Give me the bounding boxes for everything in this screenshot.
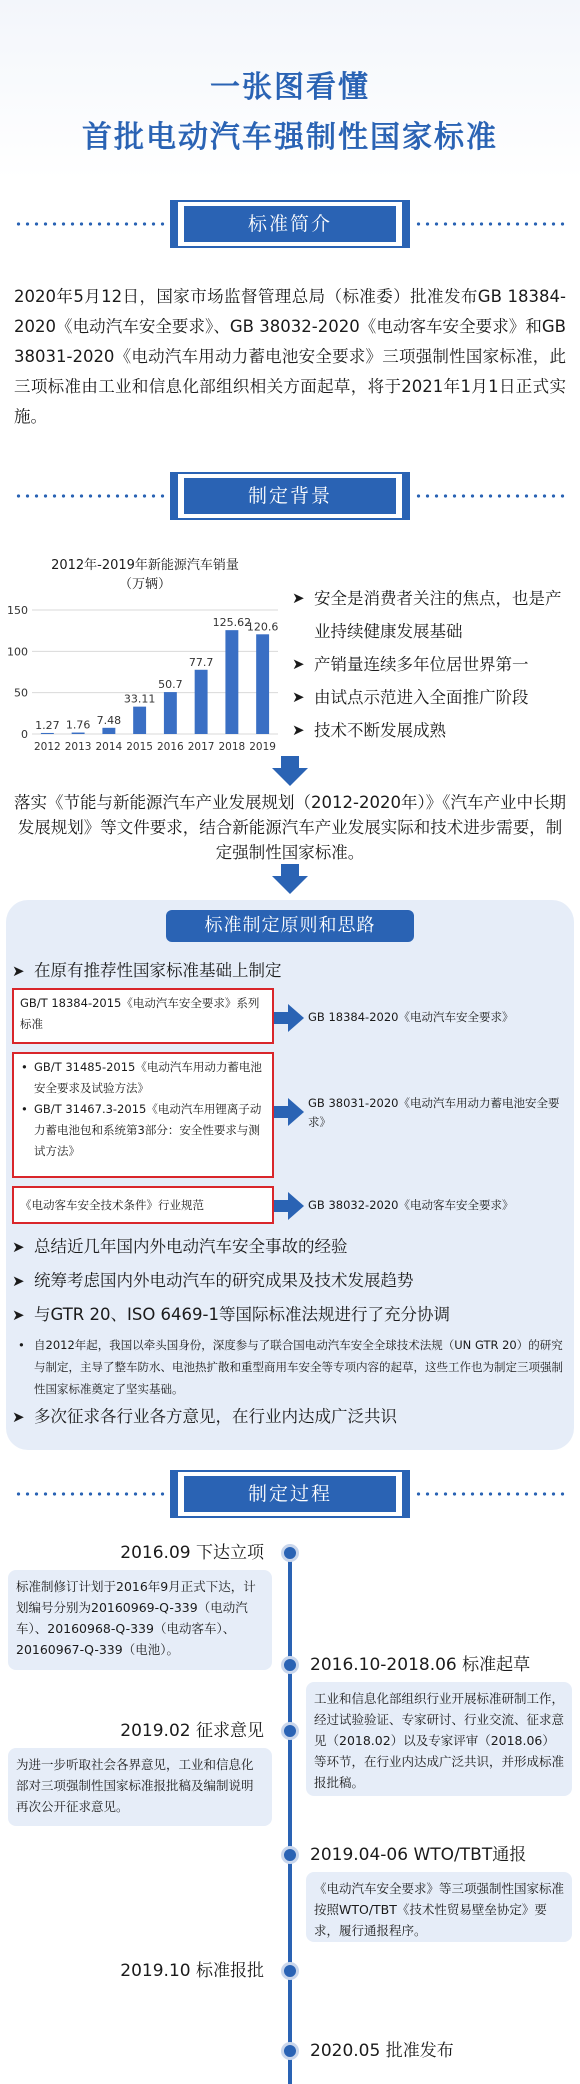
arrow-bullet-icon: ➤ [12, 1306, 25, 1324]
implement-paragraph: 落实《节能与新能源汽车产业发展规划（2012-2020年）》《汽车产业中长期发展规划》等文件要求，结合新能源汽车产业发展实际和技术进步需要，制定强制性国家标准。 [14, 793, 566, 862]
principle-item [12, 958, 568, 984]
section-header-process [0, 1466, 580, 1522]
chart-xtick-label: 2015 [126, 741, 153, 753]
principle-item [12, 1234, 568, 1260]
principle-text: 与GTR 20、ISO 6469-1等国际标准法规进行了充分协调 [34, 1305, 450, 1324]
intro-paragraph: 2020年5月12日，国家市场监督管理总局（标准委）批准发布GB 18384-2020《电动汽车安全要求》、GB 38032-2020《电动客车安全要求》和GB 38031-2020《电动汽车用动力蓄电池安全要求》三项强制性国家标准，此三项标准由工业和信息化部组织相关方面起草，将于2021年1月1日正式实施。 [14, 287, 566, 426]
bullet-item [292, 582, 576, 648]
principle-item [12, 1268, 568, 1294]
chart-data-label: 120.6 [246, 620, 279, 634]
chart-data-label: 77.7 [188, 655, 214, 669]
timeline-label: 2016.10-2018.06 标准起草 [310, 1655, 531, 1675]
chart-data-label: 1.27 [35, 718, 60, 732]
chart-bar [72, 733, 85, 734]
page-title: 一张图看懂 [210, 70, 370, 105]
timeline-dot [281, 1544, 299, 1562]
bullet-item [292, 648, 576, 681]
chart-bar [133, 707, 146, 734]
section-title-background: 制定背景 [184, 478, 396, 514]
timeline-dot [281, 2042, 299, 2060]
arrow-bullet-icon: ➤ [12, 1408, 25, 1426]
timeline-detail: 为进一步听取社会各界意见，工业和信息化部对三项强制性国家标准报批稿及编制说明再次公开征求意见。 [8, 1748, 272, 1826]
timeline-detail: 工业和信息化部组织行业开展标准研制工作，经过试验验证、专家研讨、行业交流、征求意见（2018.02）以及专家评审（2018.06）等环节，在行业内达成广泛共识，并形成标准报批稿。 [306, 1682, 572, 1796]
principle-text: 在原有推荐性国家标准基础上制定 [34, 961, 282, 980]
arrow-bullet-icon: ➤ [292, 688, 305, 706]
timeline-label: 2019.02 征求意见 [120, 1721, 264, 1741]
bullet-item [292, 714, 576, 747]
timeline-detail: 《电动汽车安全要求》等三项强制性国家标准按照WTO/TBT《技术性贸易壁垒协定》要求，履行通报程序。 [306, 1872, 572, 1942]
timeline-label: 2019.10 标准报批 [120, 1961, 264, 1981]
chart-ytick-label: 0 [21, 728, 28, 741]
principle-text: 统筹考虑国内外电动汽车的研究成果及技术发展趋势 [34, 1271, 414, 1290]
principle-item [12, 1302, 568, 1328]
arrow-bullet-icon: ➤ [292, 589, 305, 607]
right-arrow-icon [274, 1004, 304, 1032]
timeline-dot [281, 1962, 299, 1980]
chart-unit: （万辆） [118, 577, 171, 592]
dotted-divider [14, 222, 166, 226]
dotted-divider [14, 1492, 166, 1496]
chart-xtick-label: 2012 [34, 741, 61, 753]
chart-bar [164, 692, 177, 734]
chart-title [6, 556, 284, 594]
chart-bar [41, 733, 54, 734]
mapping-target-text: GB 38031-2020《电动汽车用动力蓄电池安全要求》 [308, 1096, 560, 1129]
chart-data-label: 50.7 [158, 678, 183, 692]
chart-ytick-label: 150 [7, 604, 28, 617]
mapping-target-text: GB 18384-2020《电动汽车安全要求》 [308, 1010, 514, 1024]
chart-data-label: 7.48 [96, 713, 122, 727]
right-arrow-icon [274, 1098, 304, 1126]
mapping-source-text: • GB/T 31467.3-2015《电动汽车用锂离子动力蓄电池包和系统第3部分：安全性要求与测试方法》 [20, 1099, 266, 1162]
arrow-bullet-icon: ➤ [292, 655, 305, 673]
bullet-item [292, 681, 576, 714]
mapping-source-text: GB/T 18384-2015《电动汽车安全要求》系列标准 [20, 996, 260, 1031]
mapping-source-text: 《电动客车安全技术条件》行业规范 [20, 1198, 204, 1212]
sales-chart [6, 556, 284, 756]
mapping-source-text: • GB/T 31485-2015《电动汽车用动力蓄电池安全要求及试验方法》 [20, 1057, 266, 1099]
section-title-principles: 标准制定原则和思路 [166, 910, 414, 942]
timeline-dot [281, 1722, 299, 1740]
chart-xtick-label: 2016 [157, 741, 184, 753]
chart-bar [102, 728, 115, 734]
dotted-divider [414, 222, 566, 226]
arrow-bullet-icon: ➤ [12, 1272, 25, 1290]
principle-text: 总结近几年国内外电动汽车安全事故的经验 [34, 1237, 348, 1256]
chart-data-label: 33.11 [123, 692, 156, 706]
chart-ytick-label: 50 [14, 686, 28, 700]
timeline-dot [281, 1656, 299, 1674]
arrow-bullet-icon: ➤ [292, 721, 305, 739]
timeline-label: 2016.09 下达立项 [120, 1543, 264, 1563]
mapping-source-box [12, 1052, 274, 1178]
chart-xtick-label: 2013 [64, 741, 92, 753]
bullet-text: 安全是消费者关注的焦点，也是产业持续健康发展基础 [314, 589, 562, 641]
chart-data-label: 1.76 [65, 718, 91, 732]
dotted-divider [414, 1492, 566, 1496]
chart-plot [6, 596, 284, 756]
chart-ytick-label: 100 [7, 645, 28, 659]
section-header-background [0, 468, 580, 524]
timeline-label: 2020.05 批准发布 [310, 2041, 454, 2061]
right-arrow-icon [274, 1192, 304, 1220]
bullet-text: 技术不断发展成熟 [314, 721, 446, 740]
mapping-source-box [12, 988, 274, 1044]
timeline-detail: 标准制修订计划于2016年9月正式下达，计划编号分别为20160969-Q-339（电动汽车）、20160968-Q-339（电动客车）、20160967-Q-339（电池）。 [8, 1570, 272, 1670]
chart-xtick-label: 2014 [95, 741, 123, 753]
chart-bar [225, 630, 238, 734]
principle-text: 多次征求各行业各方意见，在行业内达成广泛共识 [34, 1407, 397, 1426]
down-arrow-icon [272, 756, 308, 786]
timeline-dot [281, 1846, 299, 1864]
chart-bar [256, 634, 269, 734]
page-subtitle: 首批电动汽车强制性国家标准 [82, 120, 498, 155]
timeline-line [288, 1550, 292, 2084]
section-header-intro [0, 196, 580, 252]
chart-data-label: 125.62 [212, 616, 252, 630]
timeline-label: 2019.04-06 WTO/TBT通报 [310, 1845, 527, 1865]
section-title-intro: 标准简介 [184, 206, 396, 242]
chart-title-text: 2012年-2019年新能源汽车销量 [51, 558, 239, 573]
chart-xtick-label: 2019 [249, 741, 276, 753]
chart-xtick-label: 2018 [218, 741, 246, 753]
chart-bar [195, 670, 208, 734]
principle-item [12, 1404, 568, 1430]
mapping-target-text: GB 38032-2020《电动客车安全要求》 [308, 1198, 514, 1212]
dotted-divider [414, 494, 566, 498]
mapping-source-box [12, 1186, 274, 1224]
bullet-text: 产销量连续多年位居世界第一 [314, 655, 529, 674]
background-bullets [292, 582, 576, 747]
down-arrow-icon [272, 864, 308, 894]
bullet-text: 由试点示范进入全面推广阶段 [314, 688, 529, 707]
section-title-process: 制定过程 [184, 1476, 396, 1512]
chart-xtick-label: 2017 [187, 741, 215, 753]
arrow-bullet-icon: ➤ [12, 1238, 25, 1256]
arrow-bullet-icon: ➤ [12, 962, 25, 980]
principle-note: • 自2012年起，我国以牵头国身份，深度参与了联合国电动汽车安全全球技术法规（UN GTR 20）的研究与制定，主导了整车防水、电池热扩散和重型商用车安全等专项内容的起草，这些工作也为制定三项强制性国家标准奠定了坚实基础。 [12, 1334, 568, 1400]
dotted-divider [14, 494, 166, 498]
